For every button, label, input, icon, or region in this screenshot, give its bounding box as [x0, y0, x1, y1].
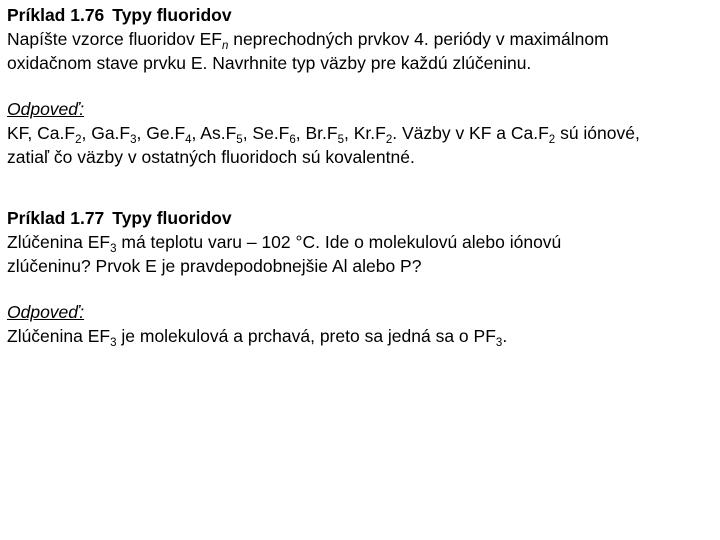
- example-1-77-heading: [7, 206, 715, 230]
- formula-subscript: 2: [75, 134, 82, 146]
- question-line-1: Napíšte vzorce fluoridov $EF_n$ neprechodných prvkov 4. periódy v maximálnom: [7, 29, 609, 52]
- formula-text: , As.F: [191, 123, 237, 143]
- answer-label: Odpoveď:: [7, 302, 85, 322]
- answer-1-76: [7, 97, 715, 169]
- question-line-1: Zlúčenina $EF_3$ má teplotu varu – 102 °C. Ide o molekulovú alebo iónovú: [7, 232, 562, 255]
- formula-text: , Se.F: [242, 123, 290, 143]
- question-line-2: oxidačnom stave prvku E. Navrhnite typ väzby pre každú zlúčeninu.: [7, 53, 532, 73]
- formula-text: . Väzby v KF a Ca.F: [392, 123, 549, 143]
- example-title: Typy fluoridov: [112, 208, 232, 228]
- question-line-2: zlúčeninu? Prvok E je pravdepodobnejšie Al alebo P?: [7, 256, 422, 276]
- example-number: Príklad 1.76: [7, 5, 105, 25]
- answer-label: Odpoveď:: [7, 99, 85, 119]
- formula-text: , Br.F: [295, 123, 338, 143]
- formula-text: , Kr.F: [344, 123, 386, 143]
- example-1-77: [7, 206, 715, 278]
- formula-text: , Ga.F: [81, 123, 131, 143]
- example-1-76: [7, 3, 715, 75]
- answer-1-77: [7, 300, 715, 348]
- example-number: Príklad 1.77: [7, 208, 105, 228]
- answer-line-1: Zlúčenina $EF_3$ je molekulová a prchavá, preto sa jedná sa o $PF_3$.: [7, 326, 508, 349]
- formula-text: , Ge.F: [136, 123, 186, 143]
- answer-line-1: [7, 121, 715, 145]
- formula-subscript: 4: [185, 134, 192, 146]
- formula-subscript: 2: [548, 134, 556, 146]
- answer-line-2: zatiaľ čo väzby v ostatných fluoridoch sú kovalentné.: [7, 147, 415, 167]
- formula-text: KF, Ca.F: [7, 123, 76, 143]
- formula-subscript: 3: [130, 134, 137, 146]
- formula-subscript: 5: [337, 134, 344, 146]
- formula-text: sú iónové,: [555, 123, 640, 143]
- formula-subscript: 2: [385, 134, 393, 146]
- example-title: Typy fluoridov: [112, 5, 232, 25]
- formula-subscript: 6: [289, 134, 296, 146]
- example-1-76-heading: [7, 3, 715, 27]
- formula-subscript: 5: [236, 134, 243, 146]
